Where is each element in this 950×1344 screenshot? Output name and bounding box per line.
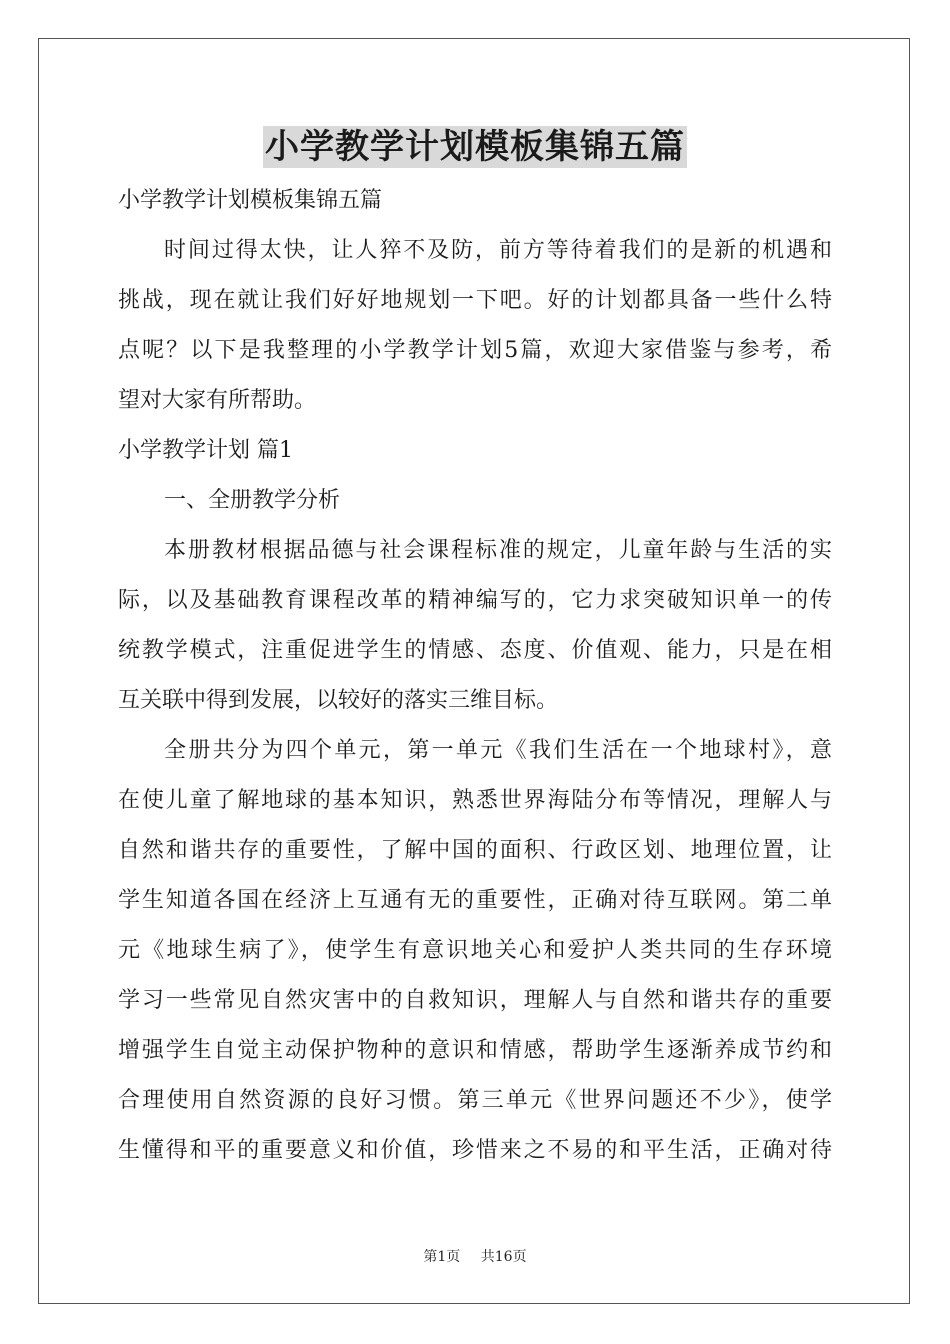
paragraph-line: 在使儿童了解地球的基本知识，熟悉世界海陆分布等情况，理解人与: [118, 788, 832, 813]
paragraph-line: 望对大家有所帮助。: [118, 388, 317, 413]
paragraph-line: 全册共分为四个单元，第一单元《我们生活在一个地球村》，意: [164, 738, 832, 763]
paragraph-line: 点呢？以下是我整理的小学教学计划5篇，欢迎大家借鉴与参考，希: [118, 338, 832, 363]
paragraph-line: 互关联中得到发展，以较好的落实三维目标。: [118, 688, 559, 713]
paragraph-line: 增强学生自觉主动保护物种的意识和情感，帮助学生逐渐养成节约和: [118, 1038, 832, 1063]
paragraph-line: 际，以及基础教育课程改革的精神编写的，它力求突破知识单一的传: [118, 588, 832, 613]
section-heading: 小学教学计划模板集锦五篇: [118, 188, 383, 213]
paragraph-line: 合理使用自然资源的良好习惯。第三单元《世界问题还不少》，使学: [118, 1088, 832, 1113]
title-container: [0, 126, 950, 168]
document-body: [118, 176, 832, 1176]
paragraph-line: 学习一些常见自然灾害中的自救知识，理解人与自然和谐共存的重要: [118, 988, 832, 1013]
paragraph-line: 挑战，现在就让我们好好地规划一下吧。好的计划都具备一些什么特: [118, 288, 832, 313]
page-total: 共16页: [480, 1249, 527, 1265]
page-footer: [0, 1246, 950, 1266]
paragraph-line: 自然和谐共存的重要性，了解中国的面积、行政区划、地理位置，让: [118, 838, 832, 863]
section-heading: 小学教学计划 篇1: [118, 438, 293, 463]
document-title: 小学教学计划模板集锦五篇: [265, 127, 685, 167]
paragraph-line: 统教学模式，注重促进学生的情感、态度、价值观、能力，只是在相: [118, 638, 832, 663]
paragraph-line: 本册教材根据品德与社会课程标准的规定，儿童年龄与生活的实: [164, 538, 832, 563]
subsection-heading: 一、全册教学分析: [164, 488, 341, 513]
paragraph-line: 时间过得太快，让人猝不及防，前方等待着我们的是新的机遇和: [164, 238, 832, 263]
paragraph-line: 学生知道各国在经济上互通有无的重要性，正确对待互联网。第二单: [118, 888, 832, 913]
paragraph-line: 元《地球生病了》，使学生有意识地关心和爱护人类共同的生存环境: [118, 938, 832, 963]
paragraph-line: 生懂得和平的重要意义和价值，珍惜来之不易的和平生活，正确对待: [118, 1138, 832, 1163]
page-number: 第1页: [423, 1249, 461, 1265]
